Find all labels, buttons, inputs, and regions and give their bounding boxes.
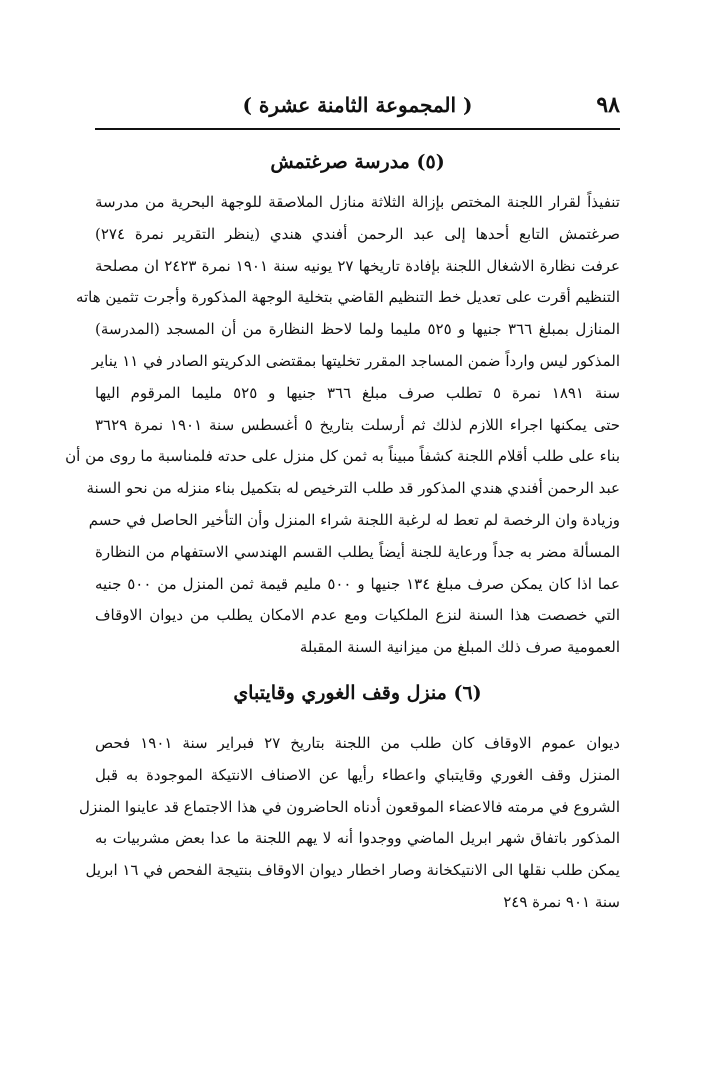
text-line: حتى يمكنها اجراء اللازم لذلك ثم أرسلت بتاريخ ٥ أغسطس سنة ١٩٠١ نمرة ٣٦٢٩ xyxy=(95,415,620,434)
text-line: الشروع في مرمته فالاعضاء الموقعون أدناه الحاضرون في هذا الاجتماع قد عاينوا المنزل xyxy=(79,797,620,816)
text-line: عرفت نظارة الاشغال اللجنة بإفادة تاريخها ٢٧ يونيه سنة ١٩٠١ نمرة ٢٤٢٣ ان مصلحة xyxy=(95,256,621,275)
running-title: ( المجموعة الثامنة عشرة ) xyxy=(242,93,473,117)
section-paragraph xyxy=(79,728,620,919)
text-line: تنفيذاً لقرار اللجنة المختص بإزالة الثلاثة منازل الملاصقة للوجهة البحرية من مدرسة xyxy=(95,193,620,211)
text-line: عبد الرحمن أفندي هندي المذكور قد طلب الترخيص له بتكميل بناء منزله من نحو السنة xyxy=(86,479,620,498)
text-line: سنة ١٨٩١ نمرة ٥ تطلب صرف مبلغ ٣٦٦ جنيها و ٥٢٥ مليما المرقوم اليها xyxy=(95,383,621,402)
text-line: وزيادة وان الرخصة لم تعط له لرغبة اللجنة شراء المنزل وأن التأخير الحاصل في حسم xyxy=(88,510,620,529)
header-rule xyxy=(95,128,620,130)
text-line: المنازل بمبلغ ٣٦٦ جنيها و ٥٢٥ مليما ولما لاحظ النظارة من أن المسجد (المدرسة) xyxy=(95,320,620,339)
text-line: بناء على طلب أقلام اللجنة كشفاً مبيناً به ثمن كل منزل على حدته فلمناسبة ما روى من أن xyxy=(65,447,620,466)
text-line: يمكن طلب نقلها الى الانتيكخانة وصار اخطار ديوان الاوقاف بنتيجة الفحص في ١٦ ابريل xyxy=(85,861,620,880)
text-line: المسألة مضر به جداً ورعاية للجنة أيضاً يطلب القسم الهندسي الاستفهام من النظارة xyxy=(95,542,620,561)
text-line: سنة ٩٠١ نمرة ٢٤٩ xyxy=(503,892,620,911)
text-line: المذكور باتفاق شهر ابريل الماضي ووجدوا أنه لا يهم اللجنة ما عدا بعض مشربيات به xyxy=(95,829,620,848)
text-line: عما اذا كان يمكن صرف مبلغ ١٣٤ جنيها و ٥٠٠ مليم قيمة ثمن المنزل من ٥٠٠ جنيه xyxy=(95,574,621,593)
page-number: ٩٨ xyxy=(596,92,620,118)
section-title: (٥) مدرسة صرغتمش xyxy=(270,151,445,173)
text-line: ديوان عموم الاوقاف كان طلب من اللجنة بتاريخ ٢٧ فبراير سنة ١٩٠١ فحص xyxy=(95,734,620,752)
section-paragraph xyxy=(65,187,621,664)
text-line: العمومية صرف ذلك المبلغ من ميزانية السنة المقبلة xyxy=(299,638,620,657)
text-line: المنزل وقف الغوري وقايتباي واعطاء رأيها عن الاصناف الانتيكة الموجودة به قبل xyxy=(95,765,620,784)
section-title: (٦) منزل وقف الغوري وقايتباي xyxy=(233,682,482,704)
text-line: صرغتمش التابع أحدها إلى عبد الرحمن أفندي هندي (ينظر التقرير نمرة ٢٧٤) xyxy=(95,224,620,243)
text-line: المذكور ليس وارداً ضمن المساجد المقرر تخليتها بمقتضى الدكريتو الصادر في ١١ يناير xyxy=(91,351,620,370)
text-line: التي خصصت هذا السنة لنزع الملكيات ومع عدم الامكان يطلب من ديوان الاوقاف xyxy=(95,606,620,625)
page-header xyxy=(95,90,620,130)
text-line: التنظيم أقرت على تعديل خط التنظيم القاضي بتخلية الوجهة المذكورة وأجرت تثمين هاته xyxy=(75,288,620,307)
